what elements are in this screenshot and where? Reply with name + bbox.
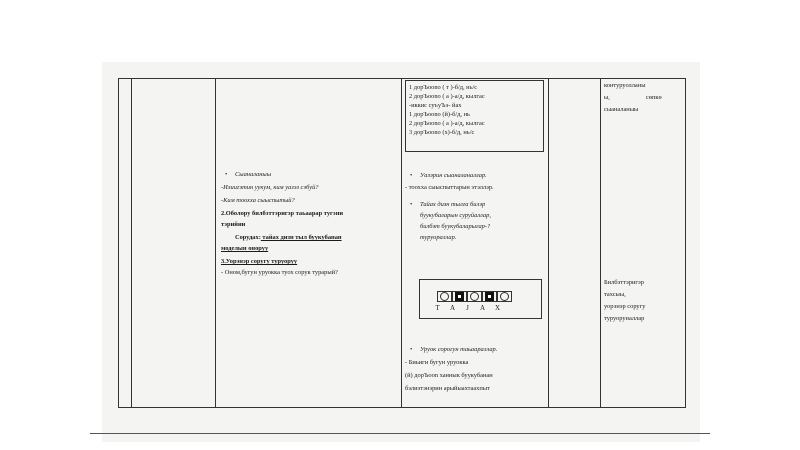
word-model-box — [419, 279, 542, 319]
task-label: Сорудах: — [235, 234, 261, 241]
student-activity-column — [402, 79, 548, 407]
goal-text: - Биьиги бугун уруокка — [405, 359, 469, 366]
circle-icon — [470, 292, 479, 301]
box-line: 1 дорЪоono (й)-б/д, нь — [409, 111, 470, 118]
question-2: -Ким тоохха сыыспытый? — [221, 197, 295, 204]
letter: А — [449, 304, 456, 312]
letter: А — [479, 304, 486, 312]
model-cell — [437, 291, 452, 302]
section-2-heading-cont: тэрийии — [221, 221, 246, 228]
circle-icon — [440, 292, 449, 301]
letter: Х — [494, 304, 501, 312]
column-divider — [548, 79, 549, 407]
word-model-cells — [437, 291, 512, 302]
column-divider — [600, 79, 601, 407]
lesson-table — [118, 78, 686, 408]
task-text: тайах дизн тыл буукубанан — [260, 234, 342, 241]
page-bottom-line — [90, 433, 710, 434]
outcome-text: туруоруналлар — [604, 315, 645, 322]
write-text: туруораллар. — [420, 234, 457, 241]
outcome-text: сыаналаныы — [604, 106, 639, 113]
word-letters — [430, 304, 505, 313]
letter: Ј — [466, 304, 469, 312]
outcome-text: тахсыы, — [604, 291, 626, 298]
box-line: -иккис суъуЪэ- йах — [409, 102, 462, 109]
box-line: 1 дорЪоono ( т )-б/д, нь/с — [409, 84, 478, 91]
evaluation-bullet: • Сыаналаныы — [225, 170, 271, 179]
letter: Т — [435, 304, 440, 312]
box-line: 2 дорЪоono ( а )-а/д, кылгас — [409, 93, 485, 100]
outcome-text: уорэнэр соругу — [604, 303, 646, 310]
filled-square-icon — [485, 292, 494, 301]
goal-bullet: • Уруок сорогун таьаараллар. — [410, 345, 497, 354]
section-2-heading: 2.Оболору билбэттэригэр таьаарар тугэни — [221, 210, 344, 217]
model-cell — [467, 291, 482, 302]
column-divider — [131, 79, 132, 407]
task-line — [235, 233, 342, 242]
column-divider — [215, 79, 216, 407]
evaluate-bullet: • Уазэрин сыаналаналлар. — [410, 171, 487, 180]
write-text: буукубаларын суруйаллар, — [420, 212, 491, 219]
teacher-activity-column — [219, 79, 399, 407]
model-cell — [497, 291, 512, 302]
evaluate-text: - тоохха сыыспыттарын этэллэр. — [405, 184, 494, 191]
filled-square-icon — [455, 292, 464, 301]
model-cell — [482, 291, 497, 302]
goal-text: бэлиэтэнэрин арыйыахтаахпыт — [405, 385, 490, 392]
outcome-column — [602, 79, 686, 407]
box-line: 3 дорЪоono (х)-б/д, нь/с — [409, 129, 475, 136]
circle-icon — [500, 292, 509, 301]
outcome-text: Билбэттэригэр — [604, 279, 644, 286]
question-1: -Илиигэтин уукум, ким уазэз сэбуй? — [221, 184, 319, 191]
section-3-heading: 3.Уорэнэр соругу туруоруу — [221, 258, 298, 265]
write-bullet: • Тайах дизн тылга билэр — [410, 200, 485, 209]
task-text-cont: моделын оноруу — [221, 245, 269, 252]
question-3: - Оном,бугун уруокка туох сорук турарый? — [221, 269, 338, 276]
model-cell — [452, 291, 467, 302]
write-text: билбэт буукубаларыгар-? — [420, 223, 491, 230]
outcome-text: контуруолланы — [604, 82, 646, 89]
box-line: 2 дорЪоono ( а )-а/д, кылгас — [409, 120, 485, 127]
sound-analysis-box — [405, 80, 544, 152]
outcome-text: ы, сөпкө — [604, 94, 662, 101]
goal-text: (й) дорЪоon ханнык буукубанан — [405, 372, 493, 379]
